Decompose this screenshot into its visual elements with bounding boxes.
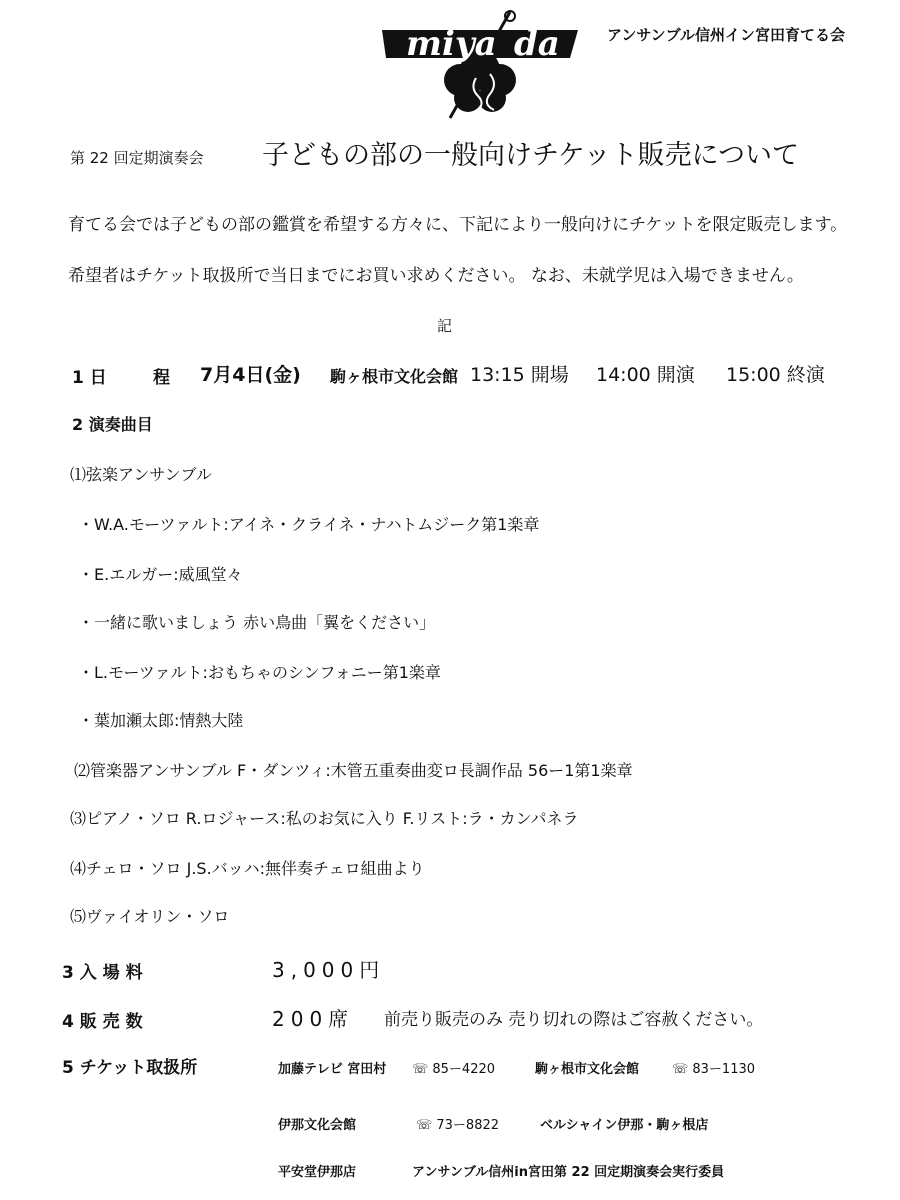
outlet-name: 伊那文化会館 xyxy=(278,1118,357,1133)
schedule-venue: 駒ヶ根市文化会館 xyxy=(330,367,459,386)
program-item: ・一緒に歌いましょう 赤い鳥曲「翼をください」 xyxy=(78,613,436,632)
outlet-name: 駒ヶ根市文化会館 xyxy=(535,1062,640,1077)
program-group-4: ⑷チェロ・ソロ J.S.バッハ:無伴奏チェロ組曲より xyxy=(70,859,425,878)
schedule-date: 7月4日(金) xyxy=(200,364,301,386)
logo-text-left: miya xyxy=(406,24,497,64)
sales-value: 200席 xyxy=(272,1007,355,1031)
outlet-name: 平安堂伊那店 xyxy=(278,1165,357,1180)
program-group-2: ⑵管楽器アンサンブル F・ダンツィ:木管五重奏曲変ロ長調作品 56ー1第1楽章 xyxy=(74,761,633,780)
schedule-start: 14:00 開演 xyxy=(596,364,695,386)
program-group-5: ⑸ヴァイオリン・ソロ xyxy=(70,907,230,926)
fee-label: 3 入 場 料 xyxy=(62,963,143,983)
program-item: ・L.モーツァルト:おもちゃのシンフォニー第1楽章 xyxy=(78,663,441,682)
outlets-label: 5 チケット取扱所 xyxy=(62,1058,198,1078)
program-item: ・葉加瀬太郎:情熱大陸 xyxy=(78,711,244,730)
outlet-name: ベルシャイン伊那・駒ヶ根店 xyxy=(540,1118,709,1133)
sales-label: 4 販 売 数 xyxy=(62,1012,143,1032)
organizer-name: アンサンブル信州in宮田第 22 回定期演奏会実行委員 xyxy=(412,1165,725,1180)
schedule-label: 1 日 xyxy=(72,368,107,388)
program-item: ・E.エルガー:威風堂々 xyxy=(78,565,243,584)
title-prefix: 第 22 回定期演奏会 xyxy=(70,149,204,167)
program-heading: 2 演奏曲目 xyxy=(72,415,153,434)
outlet-name: 加藤テレビ 宮田村 xyxy=(278,1062,387,1077)
organization-name: アンサンブル信州イン宮田育てる会 xyxy=(607,26,846,44)
sales-note: 前売り販売のみ 売り切れの際はご容赦ください。 xyxy=(384,1010,764,1030)
intro-line-2: 希望者はチケット取扱所で当日までにお買い求めください。 なお、未就学児は入場できません。 xyxy=(68,266,804,286)
intro-line-1: 育てる会では子どもの部の鑑賞を希望する方々に、下記により一般向けにチケットを限定販売します。 xyxy=(68,215,848,235)
program-group-3: ⑶ピアノ・ソロ R.ロジャース:私のお気に入り F.リスト:ラ・カンパネラ xyxy=(70,809,579,828)
program-item: ・W.A.モーツァルト:アイネ・クライネ・ナハトムジーク第1楽章 xyxy=(78,515,540,534)
schedule-open: 13:15 開場 xyxy=(470,364,569,386)
outlet-phone: ☏ 85ー4220 xyxy=(412,1062,496,1077)
schedule-label-end: 程 xyxy=(153,368,170,388)
program-group-1: ⑴弦楽アンサンブル xyxy=(70,465,212,484)
fee-value: 3,000円 xyxy=(272,958,386,982)
note-mark: 記 xyxy=(437,317,453,335)
schedule-end: 15:00 終演 xyxy=(726,364,825,386)
page-title: 子どもの部の一般向けチケット販売について xyxy=(262,140,800,171)
logo-text-right: da xyxy=(514,24,560,64)
outlet-phone: ☏ 73ー8822 xyxy=(416,1118,500,1133)
logo xyxy=(380,8,580,120)
outlet-phone: ☏ 83ー1130 xyxy=(672,1062,756,1077)
